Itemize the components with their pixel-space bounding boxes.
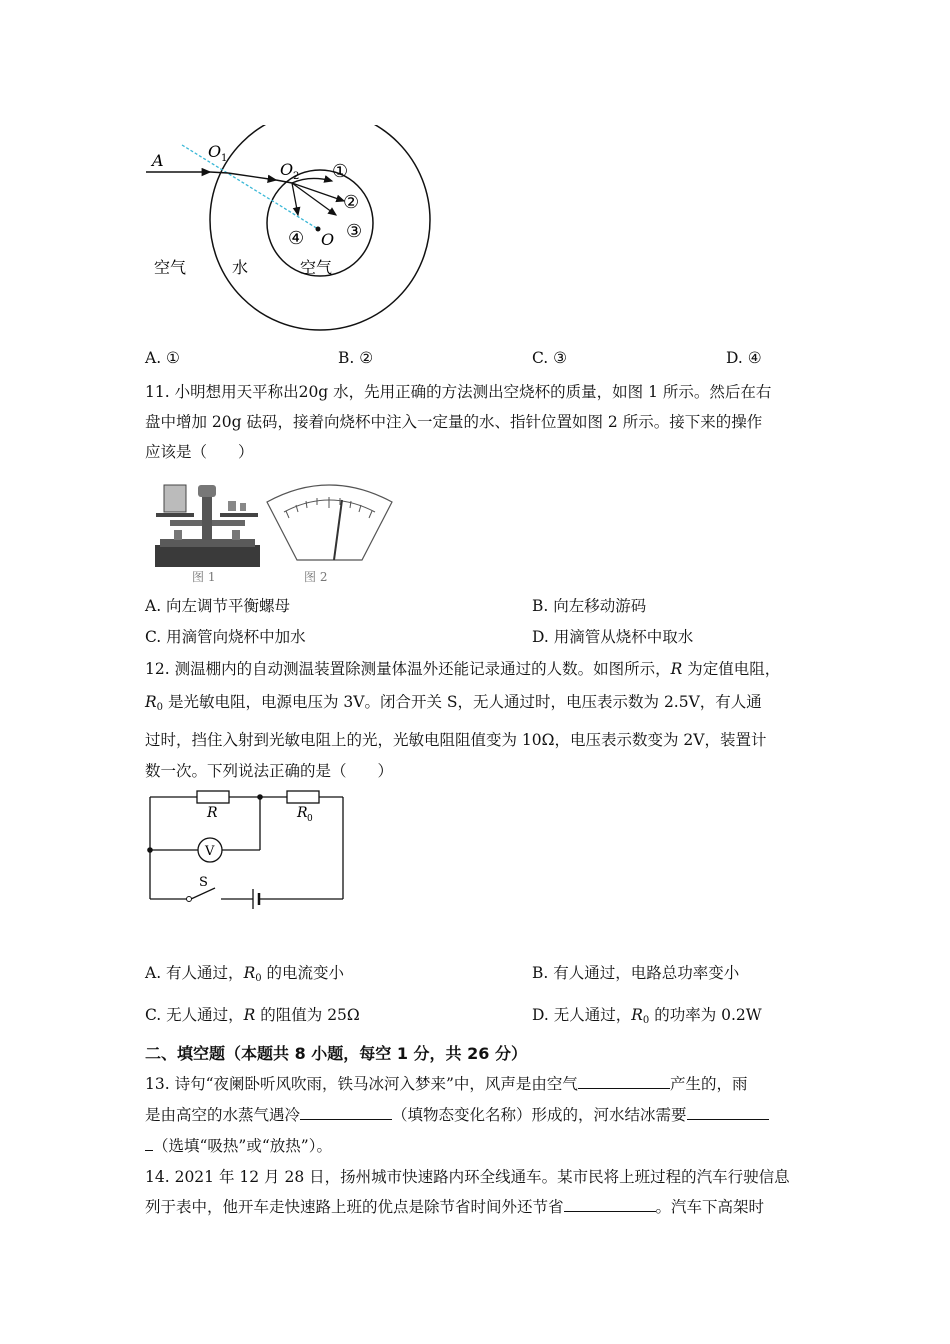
fig2-caption: 图 2 [304,570,328,584]
resistor-r0 [287,791,319,803]
circuit-label-r0-sub: 0 [307,814,313,824]
q12-option-a[interactable] [145,961,344,984]
q13-line-2-a: 是由高空的水蒸气遇冷 [145,1106,301,1124]
ray-3 [292,183,336,215]
gauge-pointer [334,500,342,560]
section-2-title: 二、填空题（本题共 8 小题，每空 1 分，共 26 分） [145,1044,527,1063]
incident-ray-2 [210,172,228,173]
label-air-inner: 空气 [300,258,333,277]
label-ray-4: ④ [288,228,305,249]
q12-option-a-sub: 0 [255,973,262,984]
q12-option-a-prefix: A. 有人通过， [145,964,244,982]
q12-option-d-suffix: 的功率为 0.2W [649,1006,762,1024]
q10-option-c[interactable]: C. ③ [532,349,568,367]
resistor-r [197,791,229,803]
q11-line-3: 应该是（ ） [145,443,254,461]
q12-circuit-diagram [145,785,350,915]
label-O2: O [280,160,294,179]
q13-line-1 [145,1072,747,1094]
q14-line-2-b: 。汽车下高架时 [655,1198,765,1216]
q10-option-a[interactable]: A. ① [145,349,180,367]
q13-line-3 [145,1134,332,1156]
q13-line-1-a: 13. 诗句“夜阑卧听风吹雨，铁马冰河入梦来”中，风声是由空气 [145,1075,578,1093]
q12-option-a-suffix: 的电流变小 [261,964,345,982]
label-air-outer: 空气 [154,258,187,277]
q13-line-3-text: （选填“吸热”或“放热”）。 [153,1137,332,1155]
q12-option-d-sub: 0 [642,1015,650,1026]
q11-line-2: 盘中增加 20g 砝码，接着向烧杯中注入一定量的水、指针位置如图 2 所示。接下来的操作 [145,413,763,431]
q12-option-c[interactable] [145,1003,360,1025]
q12-line-2 [145,690,762,713]
q11-fig2-pointer-scale [262,480,397,585]
circuit-label-r0: R [297,805,308,821]
q12-option-a-r: R [243,964,256,982]
q11-option-d[interactable]: D. 用滴管从烧杯中取水 [532,628,694,646]
q14-line-1: 14. 2021 年 12 月 28 日，扬州城市快速路内环全线通车。某市民将上班过程的汽车行驶信息 [145,1168,790,1186]
label-O: O [321,230,335,249]
q13-line-2-b: （填物态变化名称）形成的，河水结冰需要 [392,1106,687,1124]
q13-blank-3-cont [145,1136,153,1151]
label-ray-3: ③ [346,221,363,242]
label-O1-sub: 1 [221,153,228,164]
q11-fig1-balance [150,475,265,585]
q12-line-1 [145,657,780,679]
q11-line-1: 11. 小明想用天平称出20g 水，先用正确的方法测出空烧杯的质量，如图 1 所示。然后在右 [145,383,772,401]
q12-line-1-r: R [670,660,683,678]
q10-option-d[interactable]: D. ④ [726,349,762,367]
q13-line-2 [145,1103,769,1125]
q12-line-1-text: 12. 测温棚内的自动测温装置除测量体温外还能记录通过的人数。如图所示， [145,660,671,678]
q11-option-b[interactable]: B. 向左移动游码 [532,597,647,615]
q11-option-c[interactable]: C. 用滴管向烧杯中加水 [145,628,306,646]
q12-option-c-prefix: C. 无人通过， [145,1006,244,1024]
q12-line-2-r0-sub: 0 [156,702,164,713]
q11-option-a[interactable]: A. 向左调节平衡螺母 [145,597,291,615]
label-O2-sub: 2 [293,171,300,182]
ray-4 [292,183,298,215]
q13-line-1-b: 产生的，雨 [669,1075,748,1093]
q12-line-1-end: 为定值电阻， [687,660,781,678]
circuit-label-r: R [207,805,218,821]
center-point [316,227,321,232]
q12-option-d[interactable] [532,1003,762,1026]
circuit-label-v: V [205,844,215,859]
label-O1: O [208,142,222,161]
q12-option-c-suffix: 的阻值为 25Ω [255,1006,360,1024]
q10-option-b[interactable]: B. ② [338,349,374,367]
q12-option-d-r: R [631,1006,643,1024]
q12-line-2-r0: R [145,693,157,711]
q13-blank-2[interactable] [300,1105,392,1120]
q14-blank-1[interactable] [564,1197,656,1212]
q13-blank-1[interactable] [578,1074,670,1089]
label-ray-2: ② [343,192,360,213]
q14-line-2-a: 列于表中，他开车走快速路上班的优点是除节省时间外还节省 [145,1198,564,1216]
label-ray-1: ① [332,161,349,182]
q13-blank-3[interactable] [687,1105,769,1120]
q12-line-4: 数一次。下列说法正确的是（ ） [145,762,394,780]
q14-line-2 [145,1195,764,1217]
ray-2 [292,183,344,201]
q12-option-b[interactable]: B. 有人通过，电路总功率变小 [532,964,740,982]
q12-line-2-text: 是光敏电阻，电源电压为 3V。闭合开关 S，无人通过时，电压表示数为 2.5V，有人通 [167,693,762,711]
water-ray [228,173,276,180]
q12-option-c-r: R [243,1006,256,1024]
label-water: 水 [232,258,249,277]
circuit-label-s: S [199,875,208,890]
q12-option-d-prefix: D. 无人通过， [532,1006,632,1024]
q10-figure-refraction [140,125,440,340]
fig1-caption: 图 1 [192,570,216,584]
label-A: A [152,151,164,170]
q12-line-3: 过时，挡住入射到光敏电阻上的光，光敏电阻阻值变为 10Ω，电压表示数变为 2V，装置计 [145,731,767,749]
